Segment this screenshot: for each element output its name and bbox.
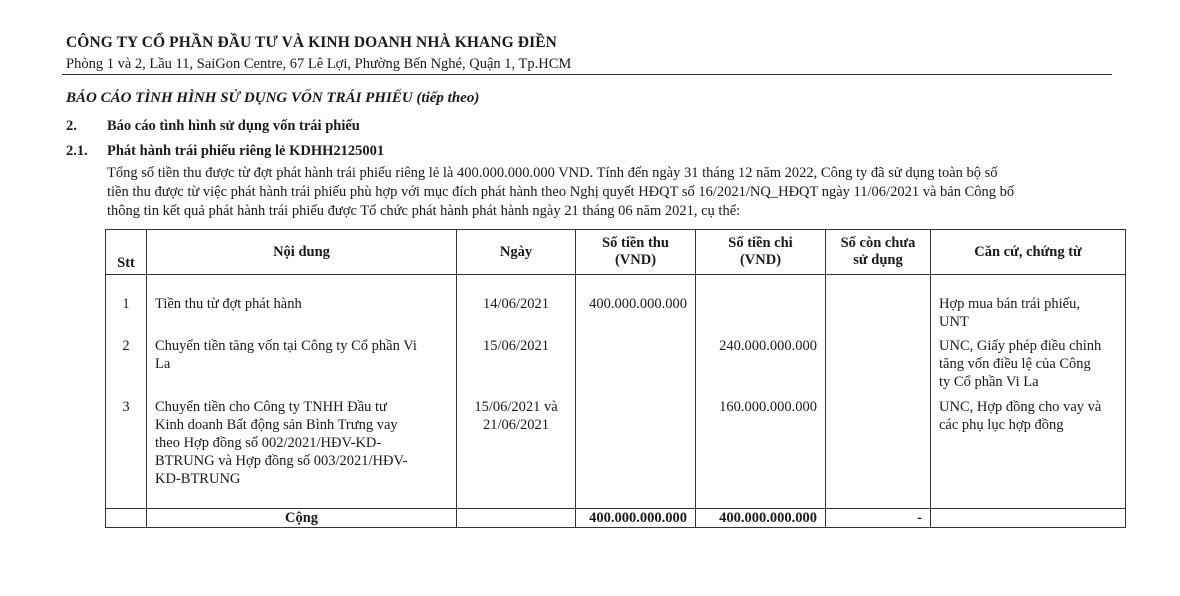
cell-evidence xyxy=(931,398,1126,488)
cell-received: 400.000.000.000 xyxy=(576,295,696,331)
section-number: 2. xyxy=(66,118,77,134)
cell-remaining xyxy=(826,337,931,391)
table-spacer-row xyxy=(106,275,1126,296)
cell-line: Hợp mua bán trái phiếu, xyxy=(939,296,1080,312)
cell-line: UNC, Giấy phép điều chỉnh xyxy=(939,338,1102,354)
table-row xyxy=(106,398,1126,488)
cell-line: KD-BTRUNG xyxy=(155,471,241,487)
cell-line: 15/06/2021 xyxy=(482,338,550,354)
cell-received xyxy=(576,337,696,391)
table-total-row xyxy=(106,509,1126,528)
header-received-line1: Số tiền thu xyxy=(602,235,669,251)
total-remaining: - xyxy=(826,509,931,528)
header-content: Nội dung xyxy=(147,230,457,275)
total-spent: 400.000.000.000 xyxy=(696,509,826,528)
cell-line: ty Cổ phần Vi La xyxy=(939,374,1039,390)
paragraph-line: thông tin kết quả phát hành trái phiếu được Tổ chức phát hành phát hành ngày 21 tháng 06 năm 2021, cụ thể: xyxy=(107,203,741,219)
table-row xyxy=(106,337,1126,391)
header-remaining-line2: sử dụng xyxy=(853,252,903,268)
cell-line: 15/06/2021 và xyxy=(474,399,558,415)
cell-remaining xyxy=(826,295,931,331)
cell-spent xyxy=(696,295,826,331)
header-spent xyxy=(696,230,826,275)
total-label: Cộng xyxy=(147,509,457,528)
total-received: 400.000.000.000 xyxy=(576,509,696,528)
cell-remaining xyxy=(826,398,931,488)
cell-stt: 2 xyxy=(106,337,147,391)
intro-paragraph xyxy=(107,164,1115,221)
header-received xyxy=(576,230,696,275)
cell-date xyxy=(457,295,576,331)
cell-date xyxy=(457,398,576,488)
table-row xyxy=(106,295,1126,331)
header-remaining-line1: Số còn chưa xyxy=(840,235,916,251)
cell-empty xyxy=(457,509,576,528)
cell-content xyxy=(147,337,457,391)
header-evidence: Căn cứ, chứng từ xyxy=(931,230,1126,275)
header-spent-line1: Số tiền chi xyxy=(728,235,793,251)
paragraph-line: tiền thu được từ việc phát hành trái phiếu phù hợp với mục đích phát hành theo Nghị quyết HĐQT số 16/2021/NQ_HĐQT ngày 11/06/2021 và bản Công bố xyxy=(107,184,1015,200)
header-stt: Stt xyxy=(106,230,147,275)
cell-line: UNT xyxy=(939,314,969,330)
cell-line: BTRUNG và Hợp đồng số 003/2021/HĐV- xyxy=(155,453,408,469)
cell-line: theo Hợp đồng số 002/2021/HĐV-KD- xyxy=(155,435,382,451)
cell-line: 21/06/2021 xyxy=(482,417,550,433)
cell-received xyxy=(576,398,696,488)
subsection-number: 2.1. xyxy=(66,143,88,159)
section-title: Báo cáo tình hình sử dụng vốn trái phiếu xyxy=(107,118,360,134)
bond-usage-table xyxy=(105,229,1126,528)
cell-evidence xyxy=(931,295,1126,331)
cell-spent: 160.000.000.000 xyxy=(696,398,826,488)
report-title: BÁO CÁO TÌNH HÌNH SỬ DỤNG VỐN TRÁI PHIẾU (tiếp theo) xyxy=(66,90,480,106)
header-divider xyxy=(62,74,1112,75)
cell-line: Chuyển tiền tăng vốn tại Công ty Cổ phần Vi xyxy=(155,338,417,354)
subsection-title: Phát hành trái phiếu riêng lẻ KDHH2125001 xyxy=(107,143,385,159)
cell-line: La xyxy=(155,356,171,372)
company-name: CÔNG TY CỔ PHẦN ĐẦU TƯ VÀ KINH DOANH NHÀ KHANG ĐIỀN xyxy=(66,34,557,51)
header-received-line2: (VND) xyxy=(614,252,657,268)
cell-line: các phụ lục hợp đồng xyxy=(939,417,1064,433)
paragraph-line: Tổng số tiền thu được từ đợt phát hành trái phiếu riêng lẻ là 400.000.000.000 VND. Tính đến ngày 31 tháng 12 năm 2022, Công ty đã sử dụng toàn bộ số xyxy=(107,165,998,181)
cell-empty xyxy=(931,509,1126,528)
cell-empty xyxy=(106,509,147,528)
cell-stt: 1 xyxy=(106,295,147,331)
header-date: Ngày xyxy=(457,230,576,275)
cell-line: Chuyển tiền cho Công ty TNHH Đầu tư xyxy=(155,399,387,415)
cell-line: tăng vốn điều lệ của Công xyxy=(939,356,1091,372)
cell-line: Tiền thu từ đợt phát hành xyxy=(155,296,302,312)
header-spent-line2: (VND) xyxy=(739,252,782,268)
table-header-row xyxy=(106,230,1126,275)
cell-line: 14/06/2021 xyxy=(482,296,550,312)
cell-stt: 3 xyxy=(106,398,147,488)
company-address: Phòng 1 và 2, Lầu 11, SaiGon Centre, 67 Lê Lợi, Phường Bến Nghé, Quận 1, Tp.HCM xyxy=(66,56,572,72)
cell-line: UNC, Hợp đồng cho vay và xyxy=(939,399,1102,415)
table-spacer-row xyxy=(106,488,1126,509)
cell-content xyxy=(147,295,457,331)
cell-spent: 240.000.000.000 xyxy=(696,337,826,391)
cell-date xyxy=(457,337,576,391)
cell-line: Kinh doanh Bất động sản Bình Trưng vay xyxy=(155,417,398,433)
cell-content xyxy=(147,398,457,488)
cell-evidence xyxy=(931,337,1126,391)
table-spacer-row xyxy=(106,391,1126,398)
header-remaining xyxy=(826,230,931,275)
